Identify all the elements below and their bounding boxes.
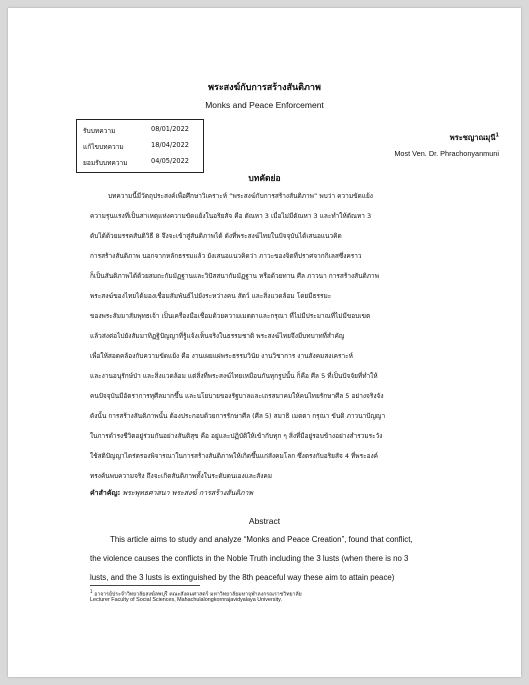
abstract-thai-line: ดับได้ด้วยมรรคสันติวิธี 8 จึงจะเข้าสู่สันติภาพได้ ดังที่พระสงฆ์ไทยในปัจจุบันได้เสนอแนวคิด: [90, 232, 342, 240]
abstract-english-line: This article aims to study and analyze “Monks and Peace Creation”, found that conflict,: [110, 535, 413, 544]
abstract-thai-line: ดังนั้น การสร้างสันติภาพนั้น ต้องประกอบด้วยการรักษาศีล (ศีล 5) สมาธิ เมตตา กรุณา ขันติ ภาวนาปัญญา: [90, 412, 386, 420]
abstract-thai-line: ในการดำรงชีวิตอยู่ร่วมกันอย่างสันติสุข คือ อยู่และปฏิบัติให้เข้ากับทุก ๆ สิ่งที่มีอยู่รอบข้างอย่างสำรวมระวัง: [90, 432, 383, 440]
footnote-thai: $^1$ อาจารย์ประจำวิทยาลัยสงฆ์ลพบุรี คณะสังคมศาสตร์ มหาวิทยาลัยมหาจุฬาลงกรณราชวิทยาลัย: [90, 589, 302, 598]
abstract-thai-line: และงานอนุรักษ์ป่า และสิ่งแวดล้อม แต่สิ่งที่พระสงฆ์ไทยเหมือนกันทุกรูปนั้น ก็คือ ศีล 5 ที่เป็นปัจจัยที่ทำให้: [90, 372, 378, 380]
abstract-thai-line: ก็เป็นสันติภาพได้ด้วยสมถะกัมมัฏฐานและวิปัสสนากัมมัฏฐาน หรือด้วยทาน ศีล ภาวนา การสร้างสันติภาพ: [90, 272, 379, 280]
abstract-heading-english: Abstract: [248, 516, 281, 526]
abstract-thai-line: ความรุนแรงที่เป็นสาเหตุแห่งความขัดแย้งในอริยสัจ คือ ตัณหา 3 เมื่อไม่มีตัณหา 3 และทำให้ตัณหา 3: [90, 212, 372, 220]
abstract-thai-line: ทรงค้นพบความจริง ถึงจะเกิดสันติภาพทั้งในระดับตนเองและสังคม: [90, 472, 273, 480]
footnote-mark: 1: [90, 589, 93, 594]
author-thai: พระชญาณมุนี$^1$: [449, 132, 499, 142]
abstract-thai-line: บทความนี้มีวัตถุประสงค์เพื่อศึกษาวิเคราะห์ “พระสงฆ์กับการสร้างสันติภาพ” พบว่า ความขัดแย้ง: [108, 192, 373, 200]
abstract-thai-line: คนปัจจุบันมีอัตราการทุศีลมากขึ้น และนโยบายของรัฐบาลและเถรสมาคมให้คนไทยรักษาศีล 5 อย่างจริงจัง: [90, 392, 384, 400]
abstract-thai-line: การสร้างสันติภาพ นอกจากหลักธรรมแล้ว ยังเสนอแนวคิดว่า ภาวะของจิตที่ปราศจากกิเลสซึ่งคราว: [90, 252, 362, 260]
author-footnote-mark: 1: [495, 132, 499, 139]
footnote-divider: [90, 585, 200, 586]
date-box: รับบทความ 08/01/2022 แก้ไขบทความ 18/04/2022 ยอมรับบทความ 04/05/2022: [76, 119, 204, 173]
abstract-english-line: the violence causes the conflicts in the Noble Truth including the 3 lusts (when there is no 3: [90, 554, 409, 563]
title-thai: พระสงฆ์กับการสร้างสันติภาพ: [208, 83, 321, 93]
author-english: Most Ven. Dr. Phrachonyanmuni: [394, 149, 499, 158]
abstract-thai-line: แล้วส่งต่อไปยังสัมมาทิฏฐิปัญญาที่รู้แจ้งเห็นจริงในธรรมชาติ พระสงฆ์ไทยจึงมีบทบาทที่สำคัญ: [90, 332, 345, 340]
paper-page: [8, 8, 521, 677]
keywords-label: คำสำคัญ:: [90, 489, 121, 497]
abstract-thai-line: พระสงฆ์ของไทยได้มองเชื่อมสัมพันธ์ไปยังระหว่างคน สัตว์ และสิ่งแวดล้อม โดยมีธรรมะ: [90, 292, 332, 300]
title-english: Monks and Peace Enforcement: [205, 100, 324, 110]
abstract-thai-line: เพื่อให้สอดคล้องกับความขัดแย้ง คือ งานเผยแผ่พระธรรมวินัย งานวิชาการ งานสังคมสงเคราะห์: [90, 352, 353, 360]
abstract-thai-line: ใช้สติปัญญาไตร่ตรองพิจารณาในการสร้างสันติภาพให้เกิดขึ้นแก่สังคมโลก ซึ่งตรงกับอริยสัจ 4 ที่พระองค์: [90, 452, 378, 460]
abstract-thai-line: ของพระสัมมาสัมพุทธเจ้า เป็นเครื่องมือเชื่อมด้วยความเมตตาและกรุณา ที่ไม่มีประมาณที่ไม่มีขอบเขต: [90, 312, 371, 320]
keywords-list: พระพุทธศาสนา พระสงฆ์ การสร้างสันติภาพ: [122, 489, 254, 497]
abstract-heading-thai: บทคัดย่อ: [248, 174, 281, 184]
footnote-english: Lecturer Faculty of Social Sciences, Mahachulalongkornrajavidyalaya University.: [90, 597, 282, 603]
keywords: [90, 488, 253, 499]
abstract-english-line: lusts, and the 3 lusts is extinguished by the 8th peaceful way these aim to attain peace): [90, 573, 395, 582]
